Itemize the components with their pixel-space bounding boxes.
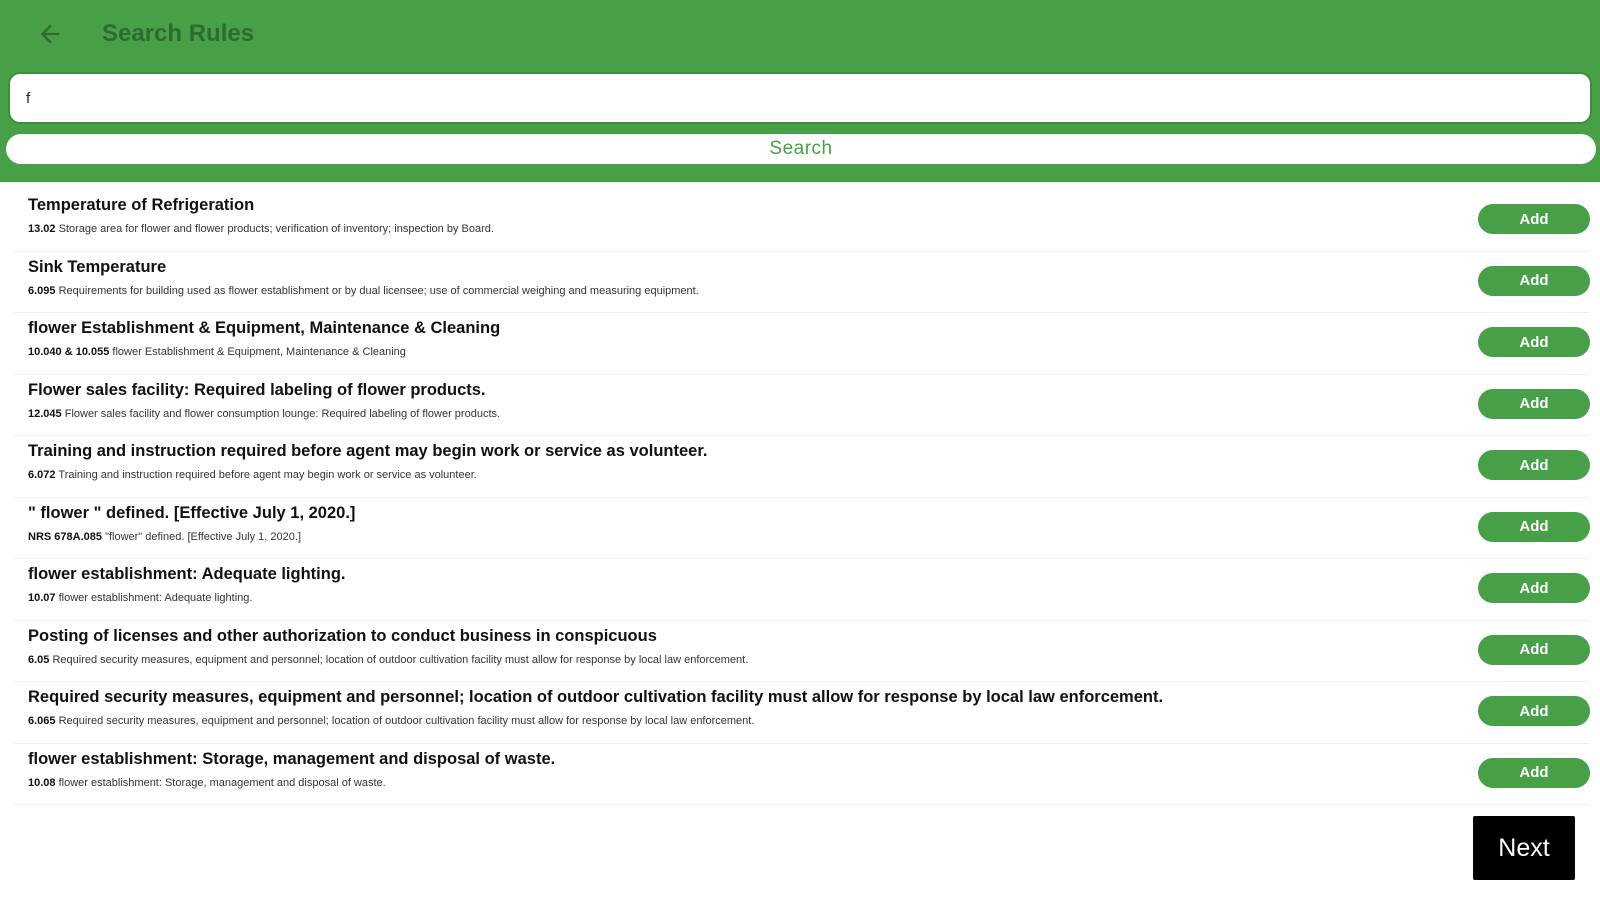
rule-title: flower establishment: Adequate lighting. bbox=[28, 565, 346, 583]
rule-row bbox=[14, 559, 1590, 621]
rule-code: 6.095 bbox=[28, 284, 56, 297]
add-button[interactable]: Add bbox=[1478, 696, 1590, 726]
add-button[interactable]: Add bbox=[1478, 327, 1590, 357]
add-button[interactable]: Add bbox=[1478, 512, 1590, 542]
rule-description: "flower" defined. [Effective July 1, 2020.] bbox=[105, 530, 301, 543]
rule-description-line bbox=[28, 285, 699, 297]
rule-code: 13.02 bbox=[28, 223, 56, 235]
top-app-bar bbox=[0, 0, 1600, 182]
rule-description: Required security measures, equipment and personnel; location of outdoor cultivation facility must allow for response by local law enforcement. bbox=[58, 715, 755, 727]
rule-description-line bbox=[28, 592, 252, 604]
rule-code: NRS 678A.085 bbox=[28, 530, 102, 543]
rule-title: Posting of licenses and other authorization to conduct business in conspicuous bbox=[28, 626, 657, 645]
rule-description: Requirements for building used as flower establishment or by dual licensee; use of commercial weighing and measuring equipment. bbox=[58, 284, 699, 297]
rule-title: Training and instruction required before agent may begin work or service as volunteer. bbox=[28, 442, 708, 460]
rule-description-line bbox=[28, 531, 301, 543]
rule-title: Sink Temperature bbox=[28, 257, 167, 276]
rule-row bbox=[14, 436, 1590, 498]
rule-code: 10.040 & 10.055 bbox=[28, 346, 110, 358]
rule-description: flower Establishment & Equipment, Maintenance & Cleaning bbox=[112, 346, 406, 358]
rule-description: Flower sales facility and flower consumption lounge: Required labeling of flower products. bbox=[64, 407, 501, 420]
rule-code: 10.07 bbox=[28, 592, 56, 604]
rule-code: 6.065 bbox=[28, 715, 56, 727]
add-button[interactable]: Add bbox=[1478, 573, 1590, 603]
rule-description: flower establishment: Adequate lighting. bbox=[58, 592, 253, 604]
rule-row bbox=[14, 744, 1590, 806]
rule-description-line bbox=[28, 223, 494, 235]
add-button[interactable]: Add bbox=[1478, 758, 1590, 788]
back-button[interactable] bbox=[30, 14, 70, 54]
rule-row bbox=[14, 621, 1590, 683]
add-button[interactable]: Add bbox=[1478, 389, 1590, 419]
rule-description-line bbox=[28, 777, 386, 789]
rule-title: Required security measures, equipment and personnel; location of outdoor cultivation facility must allow for response by local law enforcement. bbox=[28, 688, 1164, 706]
rule-row bbox=[14, 313, 1590, 375]
rule-code: 6.072 bbox=[28, 469, 56, 481]
rules-list bbox=[14, 190, 1590, 805]
arrow-left-icon bbox=[36, 20, 64, 48]
rule-row bbox=[14, 190, 1590, 252]
rule-title: " flower " defined. [Effective July 1, 2020.] bbox=[28, 503, 356, 522]
add-button[interactable]: Add bbox=[1478, 450, 1590, 480]
add-button[interactable]: Add bbox=[1478, 204, 1590, 234]
add-button[interactable]: Add bbox=[1478, 635, 1590, 665]
rule-description: Required security measures, equipment and personnel; location of outdoor cultivation facility must allow for response by local law enforcement. bbox=[52, 653, 749, 666]
rule-code: 12.045 bbox=[28, 407, 62, 420]
page-title: Search Rules bbox=[102, 20, 255, 47]
search-input[interactable] bbox=[8, 72, 1592, 124]
rule-code: 10.08 bbox=[28, 776, 56, 789]
rule-row bbox=[14, 682, 1590, 744]
rule-title: Flower sales facility: Required labeling of flower products. bbox=[28, 380, 486, 399]
rule-title: flower Establishment & Equipment, Maintenance & Cleaning bbox=[28, 319, 501, 337]
add-button[interactable]: Add bbox=[1478, 266, 1590, 296]
rule-title: flower establishment: Storage, management and disposal of waste. bbox=[28, 749, 556, 768]
rule-description: flower establishment: Storage, management and disposal of waste. bbox=[58, 776, 386, 789]
rule-description-line bbox=[28, 408, 500, 420]
rule-description-line bbox=[28, 654, 748, 666]
rule-description-line bbox=[28, 715, 754, 727]
rule-row bbox=[14, 375, 1590, 437]
rule-title: Temperature of Refrigeration bbox=[28, 196, 255, 214]
rule-description-line bbox=[28, 346, 406, 358]
rule-code: 6.05 bbox=[28, 653, 50, 666]
rule-description: Storage area for flower and flower products; verification of inventory; inspection by Board. bbox=[58, 223, 494, 235]
search-button[interactable]: Search bbox=[6, 134, 1596, 164]
next-button[interactable]: Next bbox=[1473, 816, 1575, 880]
rule-row bbox=[14, 498, 1590, 560]
rule-description-line bbox=[28, 469, 477, 481]
rule-row bbox=[14, 252, 1590, 314]
rule-description: Training and instruction required before agent may begin work or service as volunteer. bbox=[58, 469, 477, 481]
